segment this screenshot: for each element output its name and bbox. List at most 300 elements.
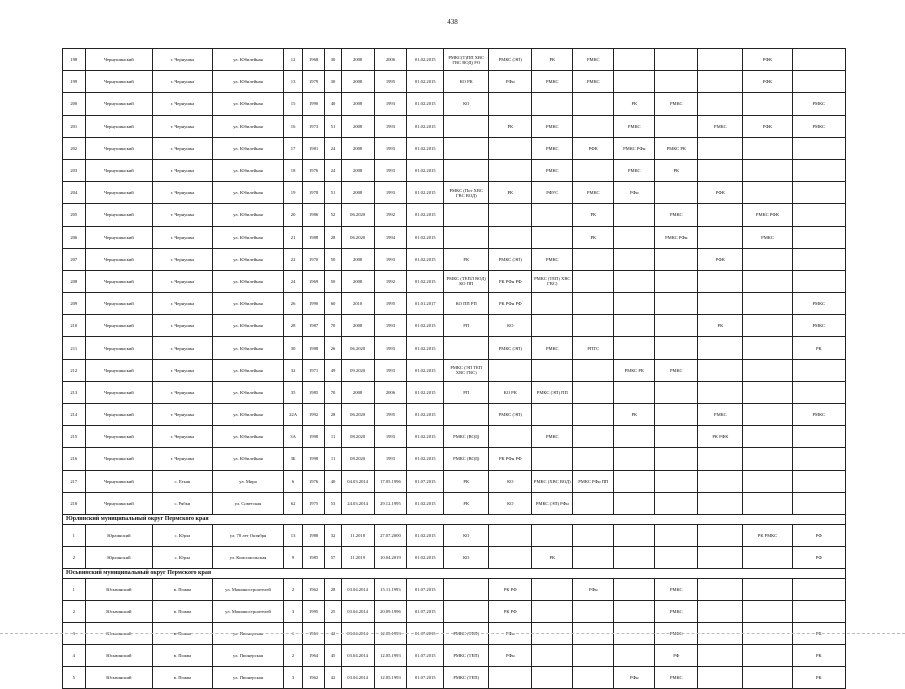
table-cell: 2008 (341, 71, 374, 93)
table-cell (655, 426, 698, 448)
table-cell (743, 492, 792, 514)
table-cell: с. Юрла (153, 524, 212, 546)
table-cell: 215 (63, 426, 86, 448)
table-cell (614, 492, 655, 514)
table-cell: 62 (284, 492, 302, 514)
table-cell: 2 (63, 546, 86, 568)
table-cell: РМКС РФн ПП (573, 470, 614, 492)
table-cell (614, 226, 655, 248)
table-row (63, 448, 846, 470)
table-cell: Чернушинский (85, 93, 153, 115)
table-cell: 218 (63, 492, 86, 514)
table-cell: 01.02.2015 (407, 137, 444, 159)
table-cell: 1992 (374, 270, 407, 292)
table-cell: ул. Юбилейная (212, 204, 284, 226)
table-cell: 13 (284, 71, 302, 93)
table-cell (573, 381, 614, 403)
table-cell: КО (444, 93, 489, 115)
table-cell: 11 (325, 426, 341, 448)
table-cell (573, 404, 614, 426)
table-cell: 08.2020 (341, 426, 374, 448)
table-cell: ул. Юбилейная (212, 248, 284, 270)
table-cell (532, 315, 573, 337)
table-cell: 3Б (284, 448, 302, 470)
table-cell: 26 (284, 293, 302, 315)
table-cell: ул. Мира (212, 470, 284, 492)
table-cell (573, 600, 614, 622)
table-cell (532, 293, 573, 315)
table-cell: 1 (63, 578, 86, 600)
table-cell: Чернушинский (85, 226, 153, 248)
table-cell (698, 159, 743, 181)
table-cell: 01.02.2015 (407, 359, 444, 381)
table-cell: РМКС (ЭП) РФн (532, 492, 573, 514)
table-cell: 213 (63, 381, 86, 403)
table-cell: 24.03.2014 (341, 492, 374, 514)
table-cell (743, 578, 792, 600)
table-cell: 21 (284, 226, 302, 248)
table-row (63, 93, 846, 115)
table-cell: 210 (63, 315, 86, 337)
section-title: Юрлинский муниципальный округ Пермского края (63, 514, 846, 524)
table-cell (532, 404, 573, 426)
table-cell: 1992 (302, 404, 325, 426)
table-cell (614, 546, 655, 568)
table-cell (792, 492, 845, 514)
table-cell (698, 470, 743, 492)
table-cell: РМКС (532, 337, 573, 359)
table-cell: 16 (284, 115, 302, 137)
table-cell: РФК (698, 182, 743, 204)
table-row (63, 71, 846, 93)
table-cell (655, 293, 698, 315)
table-cell: РМКС (792, 293, 845, 315)
table-cell: 2008 (341, 248, 374, 270)
table-cell: 28 (284, 315, 302, 337)
table-cell (614, 600, 655, 622)
table-cell: г. Чернушка (153, 337, 212, 359)
table-cell: 217 (63, 470, 86, 492)
table-cell: 01.02.2015 (407, 426, 444, 448)
table-cell: 01.02.2015 (407, 524, 444, 546)
table-cell (792, 137, 845, 159)
table-cell (573, 359, 614, 381)
table-cell: 22А (284, 404, 302, 426)
table-row (63, 293, 846, 315)
table-cell: 15.11.1993 (374, 578, 407, 600)
table-cell (698, 492, 743, 514)
table-cell: РФ (792, 524, 845, 546)
table-cell: РК (489, 182, 532, 204)
table-cell: 18 (284, 159, 302, 181)
table-cell: Чернушинский (85, 359, 153, 381)
table-cell: 06.2020 (341, 226, 374, 248)
table-cell (698, 226, 743, 248)
table-cell (444, 337, 489, 359)
table-cell (792, 381, 845, 403)
table-cell: 1961 (302, 622, 325, 644)
table-cell: РМКС (532, 426, 573, 448)
table-cell: 1995 (302, 600, 325, 622)
table-cell: 30 (284, 337, 302, 359)
table-cell: 49 (325, 359, 341, 381)
table-cell: КО (489, 315, 532, 337)
table-cell: Юсьвинский (85, 622, 153, 644)
table-cell: ул. Юбилейная (212, 159, 284, 181)
table-cell: г. Чернушка (153, 159, 212, 181)
table-cell: 01.07.2015 (407, 645, 444, 667)
table-cell (444, 159, 489, 181)
table-cell (698, 337, 743, 359)
table-cell (573, 159, 614, 181)
table-cell: 211 (63, 337, 86, 359)
table-cell: в. Пожва (153, 600, 212, 622)
table-cell (698, 448, 743, 470)
table-cell: 29.12.1995 (374, 492, 407, 514)
table-cell: РФн (489, 71, 532, 93)
table-cell: 1975 (302, 492, 325, 514)
table-cell: 1993 (374, 159, 407, 181)
table-cell: РК (532, 546, 573, 568)
table-cell: 1993 (374, 182, 407, 204)
table-cell: Чернушинский (85, 115, 153, 137)
table-cell: 1993 (374, 337, 407, 359)
table-cell: ул. Юбилейная (212, 93, 284, 115)
table-cell: РМКС (ВОД) (444, 426, 489, 448)
section-title: Юсьвинский муниципальный округ Пермского края (63, 568, 846, 578)
table-cell: 28 (325, 226, 341, 248)
table-cell: 01.02.2015 (407, 448, 444, 470)
table-cell: РМКС (792, 404, 845, 426)
table-cell: 5 (63, 667, 86, 689)
table-cell (489, 204, 532, 226)
table-cell (698, 578, 743, 600)
table-cell (444, 404, 489, 426)
table-cell (743, 137, 792, 159)
table-cell: г. Чернушка (153, 404, 212, 426)
table-cell: 1993 (374, 448, 407, 470)
table-cell (655, 524, 698, 546)
table-cell (532, 600, 573, 622)
table-cell: 2008 (341, 270, 374, 292)
table-cell: 2008 (341, 182, 374, 204)
table-cell (655, 71, 698, 93)
table-cell: 216 (63, 448, 86, 470)
table-cell: ул. Пионерская (212, 667, 284, 689)
table-cell: КО (489, 470, 532, 492)
table-cell: 17.05.1996 (374, 470, 407, 492)
table-cell (792, 270, 845, 292)
table-cell: г. Чернушка (153, 315, 212, 337)
table-cell (792, 470, 845, 492)
table-cell (573, 667, 614, 689)
table-cell (532, 645, 573, 667)
table-cell: Чернушинский (85, 159, 153, 181)
table-cell: РМКС (573, 49, 614, 71)
table-cell: РМКС (655, 93, 698, 115)
table-cell: 1 (63, 524, 86, 546)
table-cell (614, 337, 655, 359)
table-cell (743, 270, 792, 292)
table-cell: с. Юрла (153, 546, 212, 568)
table-cell: ул. Юбилейная (212, 226, 284, 248)
table-cell: 01.02.2015 (407, 381, 444, 403)
table-cell: 205 (63, 204, 86, 226)
table-row (63, 470, 846, 492)
table-cell: 01.02.2015 (407, 204, 444, 226)
table-cell: 9 (284, 546, 302, 568)
table-cell: РМКС (ЭП) (489, 248, 532, 270)
table-cell: Чернушинский (85, 492, 153, 514)
table-cell: 206 (63, 226, 86, 248)
table-cell: 1993 (374, 315, 407, 337)
table-cell: ул. Юбилейная (212, 448, 284, 470)
table-cell: КО (444, 524, 489, 546)
table-cell: 01.02.2015 (407, 226, 444, 248)
table-cell: г. Чернушка (153, 248, 212, 270)
table-cell (489, 159, 532, 181)
table-cell (698, 137, 743, 159)
table-cell (792, 159, 845, 181)
table-cell: РК (792, 337, 845, 359)
table-cell (698, 600, 743, 622)
table-cell: 40 (325, 470, 341, 492)
table-cell (614, 645, 655, 667)
table-cell: РМКС РК (614, 359, 655, 381)
table-cell: РМКС (ЭП) (489, 337, 532, 359)
table-cell: Чернушинский (85, 71, 153, 93)
table-cell: РМКС (ТЕП) (444, 645, 489, 667)
table-cell: Юрлинский (85, 546, 153, 568)
table-cell: 40 (325, 93, 341, 115)
table-cell: 2006 (374, 381, 407, 403)
table-cell: ул. Юбилейная (212, 270, 284, 292)
table-cell (792, 226, 845, 248)
table-cell: РМКС (532, 137, 573, 159)
table-cell: 1993 (374, 359, 407, 381)
table-cell: 09.2020 (341, 359, 374, 381)
table-cell: Чернушинский (85, 182, 153, 204)
table-cell (573, 293, 614, 315)
table-cell: 01.01.2017 (407, 293, 444, 315)
table-cell (792, 600, 845, 622)
table-cell: Чернушинский (85, 204, 153, 226)
table-cell: с. Етыш (153, 470, 212, 492)
table-cell (655, 115, 698, 137)
table-cell: 25 (325, 600, 341, 622)
table-cell: 24 (325, 137, 341, 159)
table-cell (743, 404, 792, 426)
table-cell (489, 426, 532, 448)
table-cell: РК (489, 115, 532, 137)
table-cell: г. Чернушка (153, 448, 212, 470)
table-cell: Юсьвинский (85, 645, 153, 667)
table-cell (614, 204, 655, 226)
table-cell: РК (573, 226, 614, 248)
table-cell: 27.07.2000 (374, 524, 407, 546)
table-cell: 2008 (341, 115, 374, 137)
table-cell: 2008 (341, 315, 374, 337)
table-cell: 1986 (302, 204, 325, 226)
table-cell (743, 426, 792, 448)
table-cell: 53 (325, 492, 341, 514)
table-cell: РК РФн РФ (489, 448, 532, 470)
table-cell (614, 293, 655, 315)
table-cell (698, 49, 743, 71)
table-row (63, 337, 846, 359)
table-cell (743, 448, 792, 470)
table-cell: г. Чернушка (153, 93, 212, 115)
table-cell (614, 578, 655, 600)
table-cell: РМКС (655, 359, 698, 381)
table-cell (792, 182, 845, 204)
table-cell: РФн (614, 182, 655, 204)
table-cell: ул. Пионерская (212, 622, 284, 644)
table-cell: Юрлинский (85, 524, 153, 546)
table-cell: РФК (573, 137, 614, 159)
table-cell: ул. Юбилейная (212, 182, 284, 204)
table-cell: г. Чернушка (153, 115, 212, 137)
table-row (63, 546, 846, 568)
table-cell (743, 159, 792, 181)
table-cell: ул. Юбилейная (212, 49, 284, 71)
table-cell: РМКС (ТЕП) (444, 622, 489, 644)
table-cell: 01.02.2015 (407, 182, 444, 204)
table-cell: РМКС (ТЕП) ХВС ГВС) (532, 270, 573, 292)
table-cell: РМКС (ЭП) (489, 404, 532, 426)
table-cell: 1992 (374, 204, 407, 226)
table-cell (573, 448, 614, 470)
table-cell: 01.07.2015 (407, 578, 444, 600)
table-cell: 209 (63, 293, 86, 315)
table-cell (573, 93, 614, 115)
table-cell: РМКС РФн (655, 226, 698, 248)
table-cell: 199 (63, 71, 86, 93)
table-cell: 1964 (302, 645, 325, 667)
table-cell: 52 (325, 204, 341, 226)
table-cell: 201 (63, 115, 86, 137)
table-cell: ул. 70 лет Октября (212, 524, 284, 546)
table-cell: г. Чернушка (153, 71, 212, 93)
housing-register-table (62, 48, 846, 689)
table-cell: 207 (63, 248, 86, 270)
table-cell: 70 (325, 381, 341, 403)
table-cell: РФн (573, 578, 614, 600)
table-cell (655, 404, 698, 426)
table-cell (743, 470, 792, 492)
table-cell: 1993 (374, 137, 407, 159)
table-cell: 1993 (374, 115, 407, 137)
table-cell: РМКС (614, 159, 655, 181)
table-cell: в. Пожва (153, 667, 212, 689)
table-cell: 01.02.2015 (407, 270, 444, 292)
table-cell: 06.2020 (341, 204, 374, 226)
table-cell: 1973 (302, 115, 325, 137)
table-cell: 01.02.2015 (407, 49, 444, 71)
table-cell: 01.02.2015 (407, 337, 444, 359)
table-cell (792, 359, 845, 381)
table-cell (532, 204, 573, 226)
table-cell (655, 270, 698, 292)
table-cell: 1990 (302, 93, 325, 115)
table-cell: 1993 (374, 93, 407, 115)
table-cell: ул. Юбилейная (212, 426, 284, 448)
table-cell (743, 93, 792, 115)
table-cell (743, 600, 792, 622)
table-cell: 1985 (302, 546, 325, 568)
table-cell: ул. Юбилейная (212, 115, 284, 137)
table-cell: ул. Пионерская (212, 645, 284, 667)
table-cell: 3 (284, 667, 302, 689)
table-cell (532, 93, 573, 115)
table-cell (489, 137, 532, 159)
table-cell: 1998 (302, 448, 325, 470)
table-cell: ул. Машиностроителей (212, 578, 284, 600)
table-cell: 1995 (374, 71, 407, 93)
table-cell: РК (792, 667, 845, 689)
table-cell (532, 667, 573, 689)
table-cell (743, 667, 792, 689)
table-cell: 1995 (374, 404, 407, 426)
table-cell: 1978 (302, 182, 325, 204)
table-cell: РФ (655, 645, 698, 667)
table-cell: 1971 (302, 359, 325, 381)
section-header-row (63, 568, 846, 578)
table-cell: 1979 (302, 71, 325, 93)
table-cell: 30 (325, 71, 341, 93)
table-cell: г. Чернушка (153, 204, 212, 226)
table-cell: 12.05.1993 (374, 667, 407, 689)
table-cell: РМКС (ВОД) (444, 448, 489, 470)
table-cell: РМКС РФК (743, 204, 792, 226)
table-cell: 42 (325, 622, 341, 644)
table-cell: РФУС (532, 182, 573, 204)
table-row (63, 182, 846, 204)
table-cell: 1976 (302, 470, 325, 492)
table-cell: РК РМКС (743, 524, 792, 546)
table-cell: 6 (284, 470, 302, 492)
table-cell: РМКС (532, 248, 573, 270)
table-cell: 1995 (374, 293, 407, 315)
table-cell (792, 248, 845, 270)
table-cell: РМКС (Пот ХВС ГВС ВОД) (444, 182, 489, 204)
table-cell: 51 (325, 182, 341, 204)
table-cell: 01.02.2015 (407, 115, 444, 137)
table-cell: РМКС(Т)ПП ХВС ГВС ВОД) РО (444, 49, 489, 71)
table-cell: 1998 (302, 426, 325, 448)
table-cell (698, 204, 743, 226)
table-cell: РФК (698, 248, 743, 270)
table-row (63, 270, 846, 292)
table-cell: Чернушинский (85, 426, 153, 448)
table-cell: 2006 (374, 49, 407, 71)
table-cell: РМКС (655, 667, 698, 689)
table-row (63, 315, 846, 337)
section-header-row (63, 514, 846, 524)
table-cell: РК РФн РФ (489, 293, 532, 315)
table-cell: РМКС (573, 182, 614, 204)
table-cell: ул. Юбилейная (212, 359, 284, 381)
table-cell (655, 337, 698, 359)
table-cell: ул. Комсомольская (212, 546, 284, 568)
table-cell: 03.04.2014 (341, 600, 374, 622)
table-cell: РФн (614, 667, 655, 689)
table-cell: 12 (284, 49, 302, 71)
table-cell (532, 359, 573, 381)
table-cell: 24 (284, 270, 302, 292)
table-cell (655, 49, 698, 71)
table-cell: Чернушинский (85, 293, 153, 315)
